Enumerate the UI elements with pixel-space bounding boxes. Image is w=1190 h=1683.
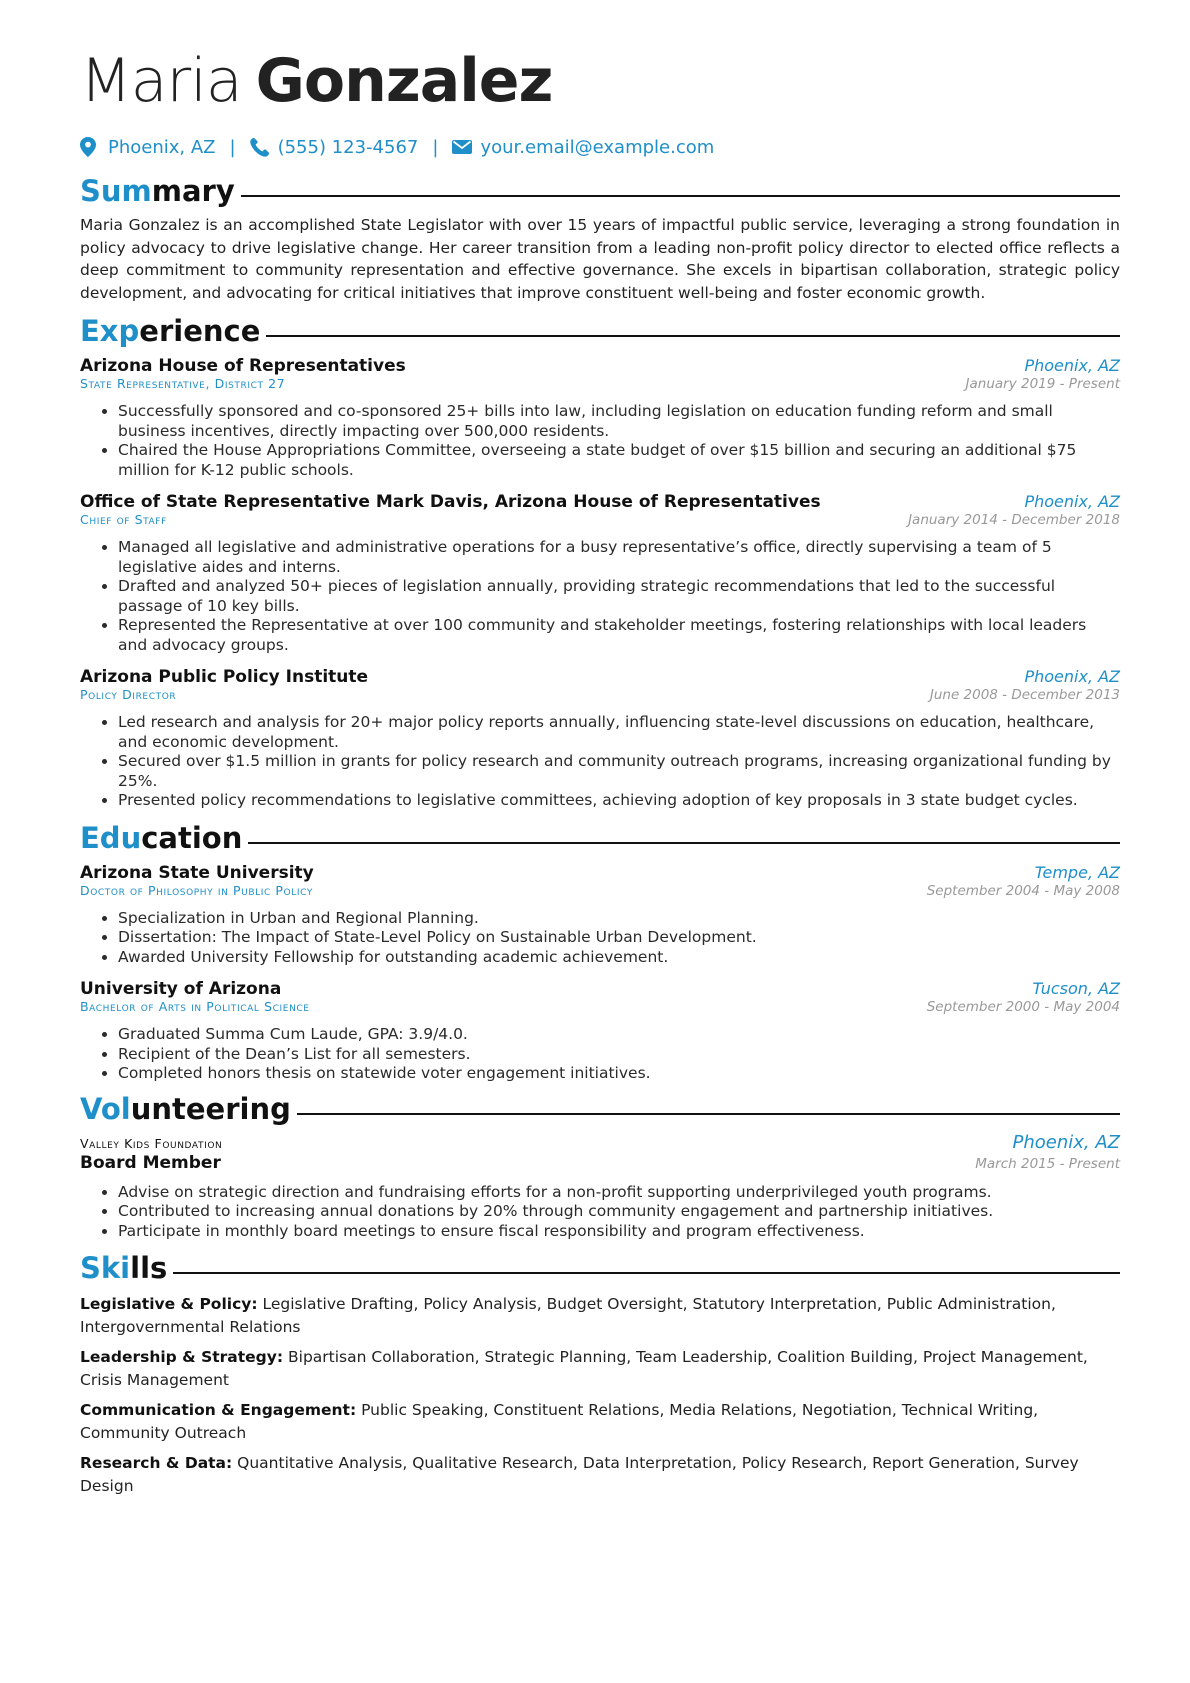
entry-bullets xyxy=(80,538,1120,655)
entry-location: Phoenix, AZ xyxy=(1024,667,1120,686)
section-rule xyxy=(297,1113,1120,1115)
entry-dates: January 2019 - Present xyxy=(965,376,1120,392)
entry-location: Tempe, AZ xyxy=(1034,862,1120,882)
list-item: • Successfully sponsored and co-sponsored 25+ bills into law, including legislation on education funding reform and small business incentives, directly impacting over 500,000 residents. xyxy=(118,402,1120,441)
entry-bullets xyxy=(80,713,1120,811)
envelope-icon xyxy=(452,137,472,157)
entry-dates: September 2000 - May 2004 xyxy=(926,999,1120,1015)
skill-line xyxy=(80,1452,1120,1497)
entry-location: Phoenix, AZ xyxy=(1024,356,1120,375)
location-text: Phoenix, AZ xyxy=(108,136,216,158)
entry-dates: June 2008 - December 2013 xyxy=(929,687,1120,703)
experience-heading xyxy=(80,314,1120,348)
volunteering-heading xyxy=(80,1092,1120,1126)
list-item: • Secured over $1.5 million in grants for policy research and community outreach programs, increasing organizational funding by 25%. xyxy=(118,752,1120,791)
skills-heading xyxy=(80,1251,1120,1285)
education-entry xyxy=(80,979,1120,1084)
phone-text: (555) 123-4567 xyxy=(277,136,419,158)
entry-dates: March 2015 - Present xyxy=(975,1155,1120,1172)
entry-bullets xyxy=(80,909,1120,968)
entry-bullets xyxy=(80,1183,1120,1242)
skill-values: Quantitative Analysis, Qualitative Research, Data Interpretation, Policy Research, Report Generation, Survey Design xyxy=(80,1454,1079,1495)
contact-bar xyxy=(80,126,1120,168)
section-rule xyxy=(173,1272,1120,1274)
summary-text: Maria Gonzalez is an accomplished State Legislator with over 15 years of impactful public service, leveraging a strong foundation in policy advocacy to drive legislative change. Her career transition from a leading non-profit policy director to elected office reflects a deep commitment to community representation and effective governance. She excels in bipartisan collaboration, strategic policy development, and advocating for critical initiatives that improve constituent well-being and foster economic growth. xyxy=(80,216,1120,302)
summary-heading xyxy=(80,174,1120,208)
entry-role: Doctor of Philosophy in Public Policy xyxy=(80,882,313,898)
entry-location: Phoenix, AZ xyxy=(1024,492,1120,511)
entry-dates: January 2014 - December 2018 xyxy=(908,512,1120,528)
entry-location: Tucson, AZ xyxy=(1032,979,1120,998)
entry-bullets xyxy=(80,1025,1120,1084)
skill-values: Legislative Drafting, Policy Analysis, Budget Oversight, Statutory Interpretation, Public Administration, Intergovernmental Relations xyxy=(80,1295,1056,1336)
entry-org: Office of State Representative Mark Davis, Arizona House of Representatives xyxy=(80,492,821,512)
section-rule xyxy=(241,195,1120,197)
education-entry xyxy=(80,863,1120,968)
list-item: • Participate in monthly board meetings to ensure fiscal responsibility and program effectiveness. xyxy=(118,1222,1120,1242)
resume-content xyxy=(80,40,1120,1497)
skill-category: Legislative & Policy: xyxy=(80,1295,258,1313)
first-name: Maria xyxy=(80,46,242,116)
list-item: • Chaired the House Appropriations Committee, overseeing a state budget of over $15 billion and securing an additional $75 million for K-12 public schools. xyxy=(118,441,1120,480)
map-pin-icon xyxy=(80,137,100,157)
entry-role: Chief of Staff xyxy=(80,512,167,527)
email-text: your.email@example.com xyxy=(480,136,715,158)
entry-org: Arizona House of Representatives xyxy=(80,356,406,376)
contact-separator: | xyxy=(229,136,236,158)
list-item: • Completed honors thesis on statewide voter engagement initiatives. xyxy=(118,1064,1120,1084)
contact-email[interactable] xyxy=(452,137,714,158)
entry-org: Arizona State University xyxy=(80,862,314,883)
volunteering-entry xyxy=(80,1132,1120,1242)
skill-category: Research & Data: xyxy=(80,1454,233,1472)
list-item: • Advise on strategic direction and fundraising efforts for a non-profit supporting underprivileged youth programs. xyxy=(118,1183,1120,1203)
experience-entry xyxy=(80,356,1120,480)
list-item: • Presented policy recommendations to legislative committees, achieving adoption of key proposals in 3 state budget cycles. xyxy=(118,791,1120,811)
last-name: Gonzalez xyxy=(255,46,553,116)
entry-role: Bachelor of Arts in Political Science xyxy=(80,999,310,1014)
entry-role: Board Member xyxy=(80,1152,221,1173)
entry-org: Valley Kids Foundation xyxy=(80,1135,223,1151)
experience-entry xyxy=(80,667,1120,811)
experience-entry xyxy=(80,492,1120,655)
phone-icon xyxy=(250,137,270,157)
section-title: Volunteering xyxy=(80,1091,291,1126)
list-item: • Awarded University Fellowship for outstanding academic achievement. xyxy=(118,948,1120,968)
list-item: • Contributed to increasing annual donations by 20% through community engagement and partnership initiatives. xyxy=(118,1202,1120,1222)
entry-org: Arizona Public Policy Institute xyxy=(80,667,369,687)
list-item: • Represented the Representative at over 100 community and stakeholder meetings, fostering relationships with local leaders and advocacy groups. xyxy=(118,616,1120,655)
entry-org: University of Arizona xyxy=(80,979,282,999)
section-rule xyxy=(266,335,1120,337)
entry-dates: September 2004 - May 2008 xyxy=(926,882,1120,899)
contact-separator: | xyxy=(432,136,439,158)
section-title: Skills xyxy=(80,1251,168,1285)
education-heading xyxy=(80,821,1120,855)
section-title: Experience xyxy=(80,314,261,348)
list-item: • Dissertation: The Impact of State-Level Policy on Sustainable Urban Development. xyxy=(118,928,1120,948)
list-item: • Graduated Summa Cum Laude, GPA: 3.9/4.0. xyxy=(118,1025,1120,1045)
list-item: • Managed all legislative and administrative operations for a busy representative’s office, directly supervising a team of 5 legislative aides and interns. xyxy=(118,538,1120,577)
skill-line xyxy=(80,1399,1120,1444)
entry-role: Policy Director xyxy=(80,687,177,702)
list-item: • Led research and analysis for 20+ major policy reports annually, influencing state-level discussions on education, healthcare, and economic development. xyxy=(118,713,1120,752)
entry-bullets xyxy=(80,402,1120,480)
list-item: • Recipient of the Dean’s List for all semesters. xyxy=(118,1045,1120,1065)
list-item: • Specialization in Urban and Regional Planning. xyxy=(118,909,1120,929)
section-title: Summary xyxy=(80,174,235,208)
skill-category: Communication & Engagement: xyxy=(80,1401,357,1419)
skill-values: Bipartisan Collaboration, Strategic Planning, Team Leadership, Coalition Building, Project Management, Crisis Management xyxy=(80,1348,1088,1389)
candidate-name xyxy=(80,40,1120,122)
skill-line xyxy=(80,1346,1120,1391)
skill-values: Public Speaking, Constituent Relations, Media Relations, Negotiation, Technical Writing, Community Outreach xyxy=(80,1401,1039,1442)
entry-role: State Representative, District 27 xyxy=(80,376,286,391)
entry-location: Phoenix, AZ xyxy=(1012,1131,1120,1153)
section-title: Education xyxy=(80,820,243,855)
contact-location xyxy=(80,137,216,158)
skill-line xyxy=(80,1293,1120,1338)
list-item: • Drafted and analyzed 50+ pieces of legislation annually, providing strategic recommendations that led to the successful passage of 10 key bills. xyxy=(118,577,1120,616)
skill-category: Leadership & Strategy: xyxy=(80,1348,284,1366)
section-rule xyxy=(248,842,1120,844)
contact-phone[interactable] xyxy=(250,137,419,158)
